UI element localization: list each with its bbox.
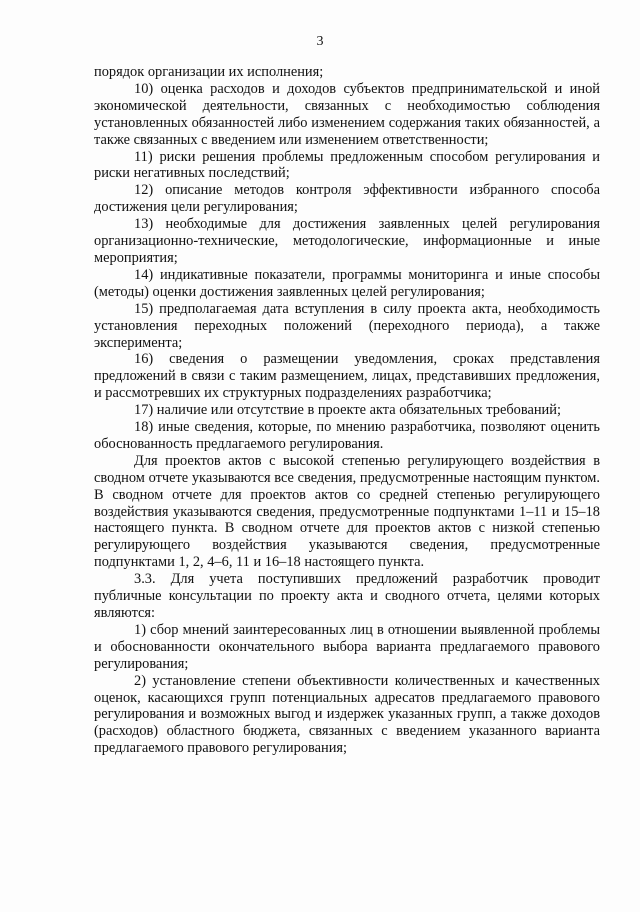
- paragraph-impact-levels: Для проектов актов с высокой степенью регулирующего воздействия в сводном отчете указываются все сведения, предусмотренные настоящим пунктом. В сводном отчете для проектов актов со средней степенью регулирующего воздействия указываются сведения, предусмотренные подпунктами 1–11 и 15–18 настоящего пункта. В сводном отчете для проектов актов с низкой степенью регулирующего воздействия указываются сведения, предусмотренные подпунктами 1, 2, 4–6, 11 и 16–18 настоящего пункта.: [94, 452, 600, 571]
- paragraph-item-14: 14) индикативные показатели, программы мониторинга и иные способы (методы) оценки достижения заявленных целей регулирования;: [94, 266, 600, 300]
- paragraph-item-12: 12) описание методов контроля эффективности избранного способа достижения цели регулирования;: [94, 182, 600, 216]
- paragraph-item-16: 16) сведения о размещении уведомления, сроках представления предложений в связи с таким размещением, лицах, представивших предложения, и рассмотревших их структурных подразделениях разработчика;: [94, 351, 600, 402]
- paragraph-section-3-3: 3.3. Для учета поступивших предложений разработчик проводит публичные консультации по проекту акта и сводного отчета, целями которых являются:: [94, 571, 600, 621]
- paragraph-continuation: порядок организации их исполнения;: [94, 64, 324, 80]
- paragraph-item-13: 13) необходимые для достижения заявленных целей регулирования организационно-технические, методологические, информационные и иные мероприятия;: [94, 216, 600, 266]
- paragraph-goal-1: 1) сбор мнений заинтересованных лиц в отношении выявленной проблемы и обоснованности окончательного выбора варианта предлагаемого правового регулирования;: [94, 621, 600, 672]
- paragraph-item-15: 15) предполагаемая дата вступления в силу проекта акта, необходимость установления переходных положений (переходного периода), а также эксперимента;: [94, 300, 600, 351]
- document-body: [94, 64, 600, 757]
- paragraph-item-11: 11) риски решения проблемы предложенным способом регулирования и риски негативных последствий;: [94, 148, 600, 182]
- paragraph-item-10: 10) оценка расходов и доходов субъектов предпринимательской и иной экономической деятельности, связанных с необходимостью соблюдения установленных обязанностей либо изменением содержания таких обязанностей, а также связанных с введением или изменением ответственности;: [94, 80, 600, 148]
- paragraph-goal-2: 2) установление степени объективности количественных и качественных оценок, касающихся групп потенциальных адресатов предлагаемого правового регулирования и возможных выгод и издержек указанных групп, а также доходов (расходов) областного бюджета, связанных с введением указанного варианта предлагаемого правового регулирования;: [94, 672, 600, 757]
- paragraph-item-17: 17) наличие или отсутствие в проекте акта обязательных требований;: [134, 402, 561, 419]
- page-number: 3: [316, 34, 324, 49]
- paragraph-item-18: 18) иные сведения, которые, по мнению разработчика, позволяют оценить обоснованность предлагаемого регулирования.: [94, 419, 600, 452]
